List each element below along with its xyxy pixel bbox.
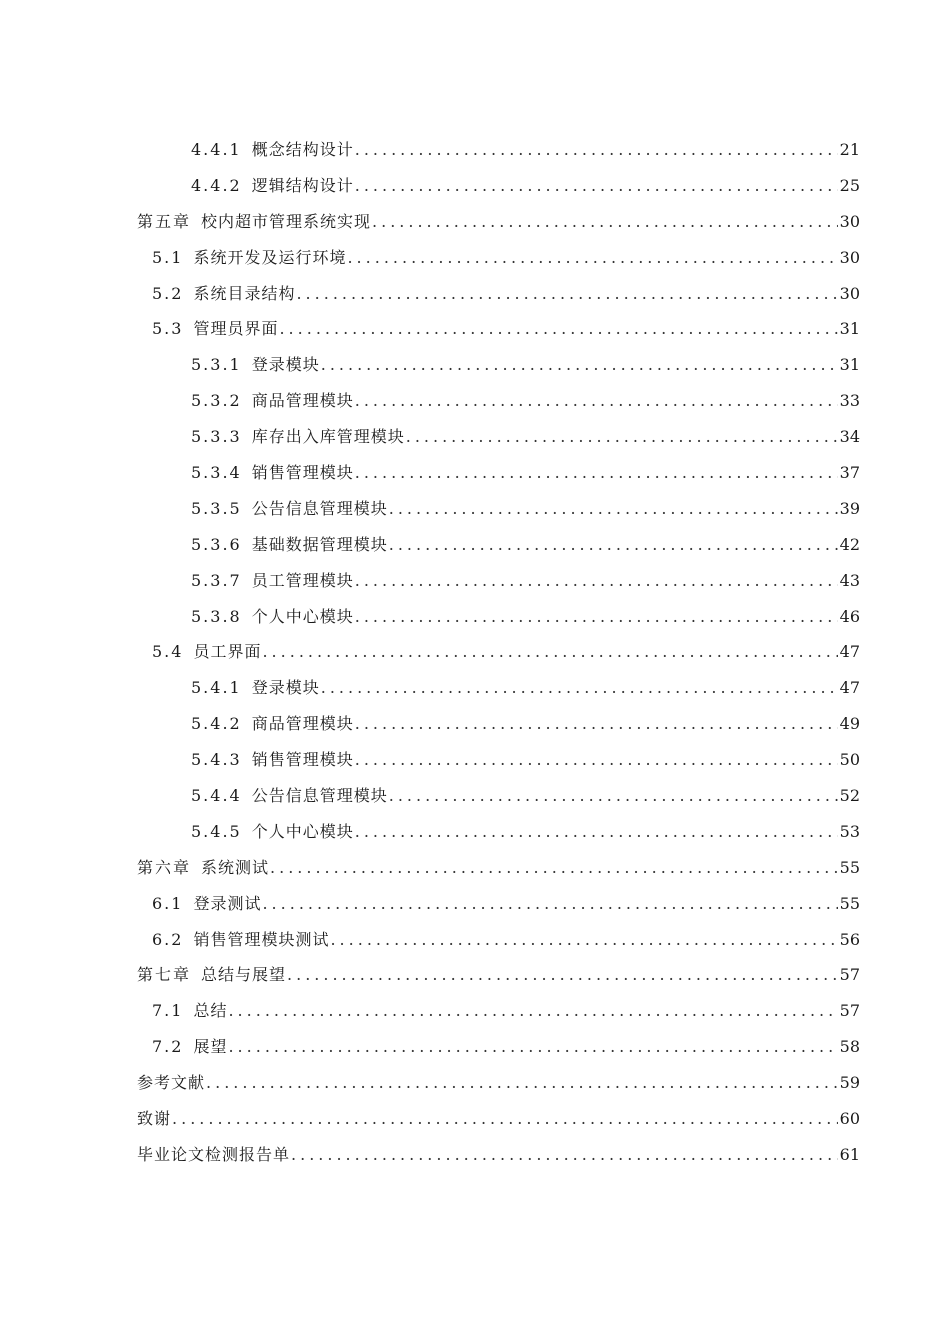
toc-entry[interactable] — [137, 563, 860, 599]
toc-dot-leader — [372, 204, 838, 240]
table-of-contents — [137, 132, 860, 1173]
toc-entry-page-number: 30 — [839, 247, 860, 267]
toc-entry[interactable] — [137, 850, 860, 886]
toc-dot-leader — [389, 527, 838, 563]
toc-dot-leader — [355, 132, 838, 168]
toc-entry-number: 5.4.4 — [191, 786, 242, 806]
toc-dot-leader — [172, 1101, 838, 1137]
toc-entry[interactable] — [137, 922, 860, 958]
toc-entry[interactable] — [137, 599, 860, 635]
toc-entry-title: 系统开发及运行环境 — [193, 247, 347, 267]
toc-dot-leader — [270, 850, 838, 886]
toc-entry-title: 系统目录结构 — [193, 283, 296, 303]
toc-entry-page-number: 60 — [839, 1109, 860, 1129]
toc-dot-leader — [355, 742, 838, 778]
toc-dot-leader — [228, 1029, 837, 1065]
toc-entry-number: 4.4.1 — [191, 140, 242, 159]
toc-dot-leader — [262, 634, 837, 670]
toc-entry-title: 概念结构设计 — [251, 140, 354, 159]
toc-entry-title: 管理员界面 — [193, 319, 279, 339]
toc-dot-leader — [228, 993, 837, 1029]
toc-entry[interactable] — [137, 886, 860, 922]
toc-entry-title: 个人中心模块 — [251, 821, 354, 841]
toc-entry-number: 5.3.4 — [191, 463, 242, 483]
toc-entry[interactable] — [137, 204, 860, 240]
toc-entry-page-number: 39 — [839, 498, 860, 518]
toc-entry-title: 展望 — [193, 1037, 228, 1057]
toc-entry-title: 总结与展望 — [201, 965, 287, 985]
toc-dot-leader — [206, 1065, 838, 1101]
toc-entry-title: 基础数据管理模块 — [251, 534, 388, 554]
toc-entry[interactable] — [137, 276, 860, 312]
toc-entry[interactable] — [137, 240, 860, 276]
toc-entry[interactable] — [137, 742, 860, 778]
toc-entry[interactable] — [137, 1137, 860, 1173]
toc-dot-leader — [330, 922, 837, 958]
toc-entry-number: 5.4.3 — [191, 750, 242, 770]
toc-dot-leader — [406, 419, 838, 455]
toc-entry-title: 公告信息管理模块 — [251, 498, 388, 518]
toc-entry-title: 销售管理模块 — [251, 750, 354, 770]
toc-entry-page-number: 47 — [839, 642, 860, 662]
toc-entry-page-number: 21 — [839, 140, 860, 159]
toc-entry-number: 第六章 — [137, 857, 192, 877]
toc-entry[interactable] — [137, 706, 860, 742]
toc-entry-page-number: 55 — [839, 893, 860, 913]
toc-entry-title: 库存出入库管理模块 — [251, 427, 405, 447]
toc-entry-title: 个人中心模块 — [251, 606, 354, 626]
toc-dot-leader — [389, 491, 838, 527]
toc-entry-number: 5.3.8 — [191, 606, 242, 626]
toc-dot-leader — [355, 383, 838, 419]
toc-entry-page-number: 31 — [839, 355, 860, 375]
toc-entry[interactable] — [137, 419, 860, 455]
toc-entry-title: 销售管理模块 — [251, 463, 354, 483]
toc-entry[interactable] — [137, 814, 860, 850]
toc-dot-leader — [355, 563, 838, 599]
toc-entry-page-number: 43 — [839, 570, 860, 590]
toc-entry-page-number: 47 — [839, 678, 860, 698]
toc-entry[interactable] — [137, 347, 860, 383]
toc-entry-number: 5.4.2 — [191, 714, 242, 734]
toc-entry-page-number: 57 — [839, 1001, 860, 1021]
toc-entry-page-number: 56 — [839, 929, 860, 949]
toc-dot-leader — [262, 886, 837, 922]
toc-entry-page-number: 31 — [839, 319, 860, 339]
toc-entry-title: 商品管理模块 — [251, 391, 354, 411]
toc-entry-page-number: 58 — [839, 1037, 860, 1057]
toc-entry-page-number: 30 — [839, 283, 860, 303]
toc-dot-leader — [279, 311, 837, 347]
toc-entry-page-number: 55 — [839, 857, 860, 877]
toc-entry-number: 7.1 — [152, 1001, 184, 1021]
toc-entry-page-number: 53 — [839, 821, 860, 841]
toc-dot-leader — [321, 347, 838, 383]
toc-entry-title: 校内超市管理系统实现 — [201, 211, 372, 231]
toc-dot-leader — [389, 778, 838, 814]
toc-entry-number: 5.3.1 — [191, 355, 242, 375]
toc-dot-leader — [355, 455, 838, 491]
toc-entry-title: 致谢 — [137, 1109, 172, 1129]
toc-entry-number: 5.3.2 — [191, 391, 242, 411]
toc-dot-leader — [355, 814, 838, 850]
toc-entry-title: 逻辑结构设计 — [251, 175, 354, 195]
toc-entry-page-number: 25 — [839, 175, 860, 195]
toc-entry-title: 销售管理模块测试 — [193, 929, 330, 949]
toc-entry[interactable] — [137, 778, 860, 814]
toc-entry[interactable] — [137, 1101, 860, 1137]
toc-entry-number: 5.3 — [152, 319, 184, 339]
toc-entry[interactable] — [137, 527, 860, 563]
toc-entry-number: 7.2 — [152, 1037, 184, 1057]
toc-entry[interactable] — [137, 634, 860, 670]
toc-entry[interactable] — [137, 993, 860, 1029]
toc-entry-number: 6.2 — [152, 929, 184, 949]
toc-entry-number: 5.4 — [152, 642, 184, 662]
toc-entry-number: 5.3.6 — [191, 534, 242, 554]
toc-entry-page-number: 61 — [839, 1144, 860, 1164]
toc-dot-leader — [355, 599, 838, 635]
toc-dot-leader — [321, 670, 838, 706]
toc-entry[interactable] — [137, 491, 860, 527]
toc-entry-number: 第五章 — [137, 211, 192, 231]
toc-entry-number: 5.1 — [152, 247, 184, 267]
toc-entry-title: 登录模块 — [251, 355, 320, 375]
toc-entry-title: 参考文献 — [137, 1073, 206, 1093]
toc-entry-number: 5.4.5 — [191, 821, 242, 841]
toc-entry-page-number: 57 — [839, 965, 860, 985]
toc-entry-number: 5.4.1 — [191, 678, 242, 698]
toc-entry-page-number: 50 — [839, 750, 860, 770]
toc-entry-title: 总结 — [193, 1001, 228, 1021]
toc-dot-leader — [287, 957, 838, 993]
toc-entry-title: 毕业论文检测报告单 — [137, 1144, 291, 1164]
toc-entry-number: 5.3.5 — [191, 498, 242, 518]
toc-entry-page-number: 34 — [839, 427, 860, 447]
toc-entry-page-number: 30 — [839, 211, 860, 231]
toc-entry[interactable] — [137, 1065, 860, 1101]
toc-entry-title: 登录模块 — [251, 678, 320, 698]
toc-entry-title: 员工管理模块 — [251, 570, 354, 590]
toc-entry[interactable] — [137, 957, 860, 993]
toc-entry-page-number: 46 — [839, 606, 860, 626]
toc-dot-leader — [291, 1137, 838, 1173]
toc-entry[interactable] — [137, 168, 860, 204]
toc-entry-title: 登录测试 — [193, 893, 262, 913]
toc-entry-title: 员工界面 — [193, 642, 262, 662]
toc-dot-leader — [296, 276, 837, 312]
toc-dot-leader — [347, 240, 837, 276]
toc-entry-page-number: 42 — [839, 534, 860, 554]
toc-entry[interactable] — [137, 670, 860, 706]
toc-entry-page-number: 49 — [839, 714, 860, 734]
toc-entry-title: 系统测试 — [201, 857, 270, 877]
toc-entry-page-number: 37 — [839, 463, 860, 483]
toc-entry[interactable] — [137, 132, 860, 168]
toc-entry-page-number: 59 — [839, 1073, 860, 1093]
toc-entry-title: 商品管理模块 — [251, 714, 354, 734]
toc-entry[interactable] — [137, 455, 860, 491]
toc-entry[interactable] — [137, 1029, 860, 1065]
toc-entry-page-number: 52 — [839, 786, 860, 806]
toc-entry-title: 公告信息管理模块 — [251, 786, 388, 806]
toc-entry[interactable] — [137, 311, 860, 347]
toc-entry-number: 5.2 — [152, 283, 184, 303]
toc-dot-leader — [355, 706, 838, 742]
toc-dot-leader — [355, 168, 838, 204]
toc-entry-number: 4.4.2 — [191, 175, 242, 195]
toc-entry-number: 5.3.3 — [191, 427, 242, 447]
toc-entry[interactable] — [137, 383, 860, 419]
toc-entry-number: 第七章 — [137, 965, 192, 985]
toc-entry-number: 6.1 — [152, 893, 184, 913]
toc-entry-number: 5.3.7 — [191, 570, 242, 590]
toc-entry-page-number: 33 — [839, 391, 860, 411]
